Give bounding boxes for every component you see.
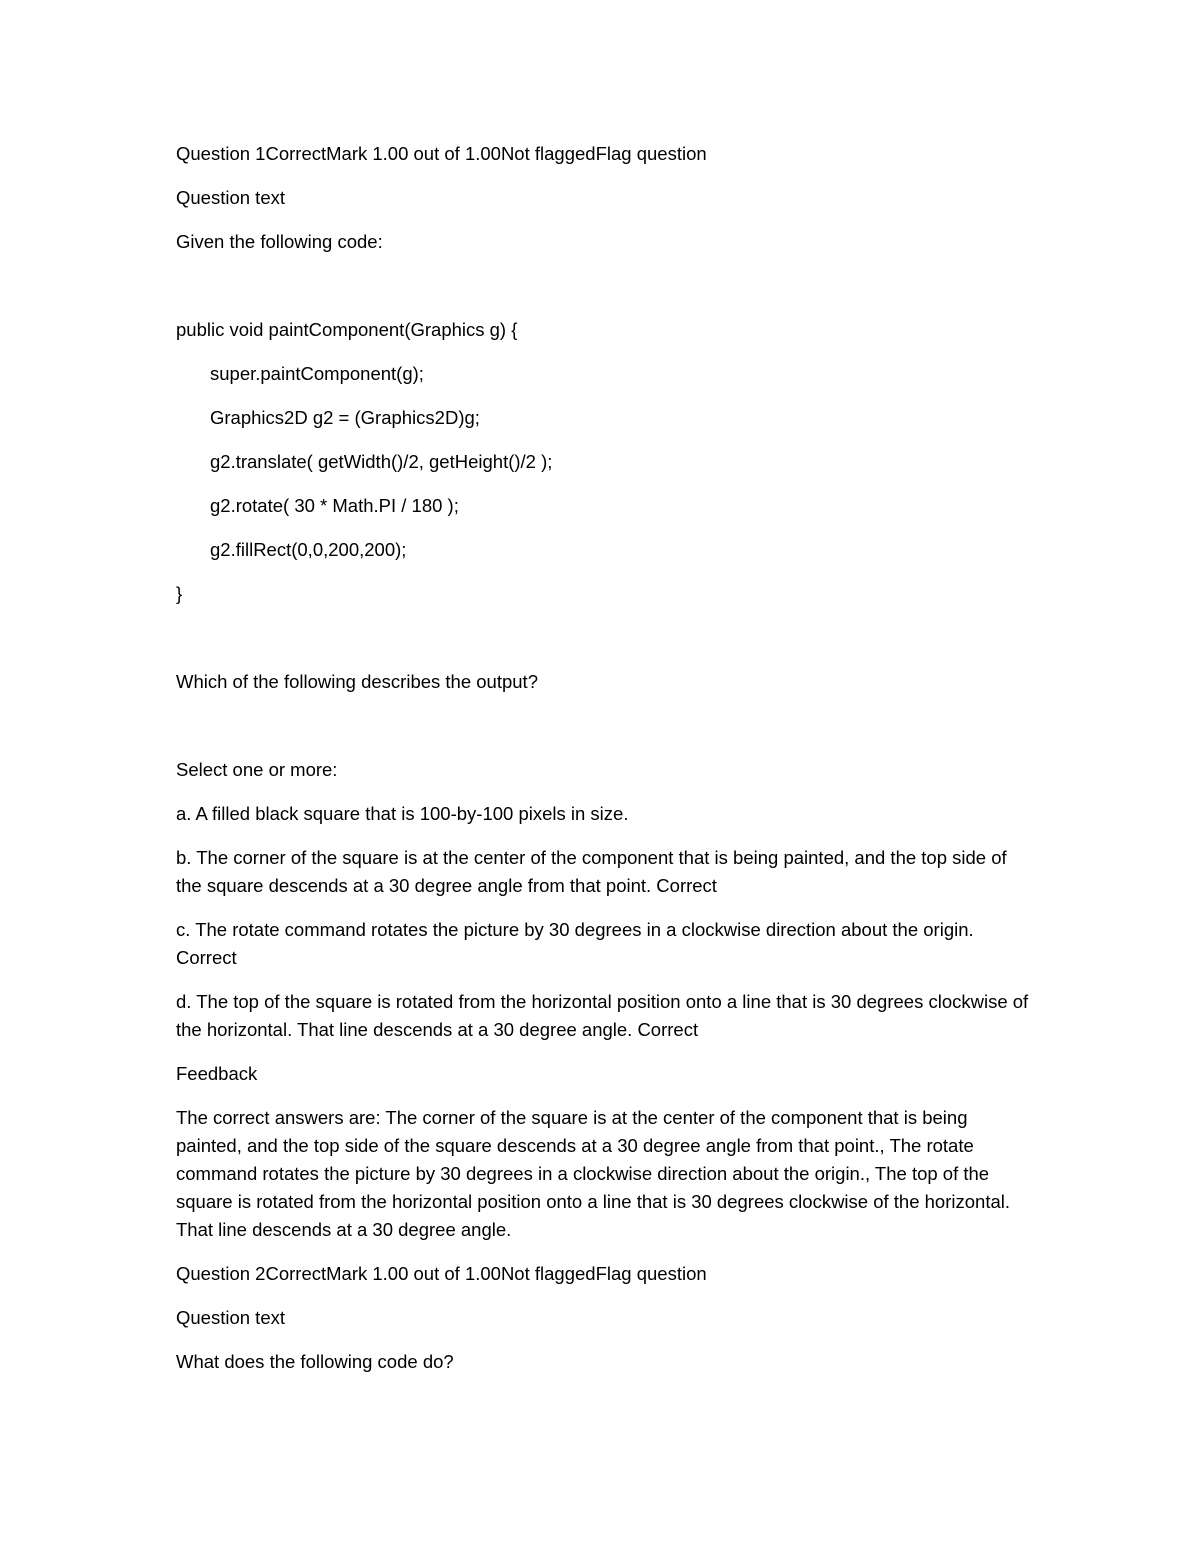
code-block <box>176 316 1036 608</box>
code-line: public void paintComponent(Graphics g) { <box>176 319 518 340</box>
code-line: } <box>176 583 183 604</box>
select-instruction: Select one or more: <box>176 759 338 780</box>
feedback-label: Feedback <box>176 1063 258 1084</box>
question-1-intro: Given the following code: <box>176 231 383 252</box>
question-1-text-label: Question text <box>176 187 286 208</box>
document-page <box>176 140 1036 1376</box>
question-1-prompt: Which of the following describes the output? <box>176 671 538 692</box>
answer-option-d: d. The top of the square is rotated from the horizontal position onto a line that is 30 degrees clockwise of the horizontal. That line descends at a 30 degree angle. Correct <box>176 991 1029 1040</box>
code-line: Graphics2D g2 = (Graphics2D)g; <box>210 407 480 428</box>
code-line: g2.rotate( 30 * Math.PI / 180 ); <box>210 495 459 516</box>
question-2-header: Question 2CorrectMark 1.00 out of 1.00Not flaggedFlag question <box>176 1263 707 1284</box>
code-line: g2.fillRect(0,0,200,200); <box>210 539 407 560</box>
question-2-prompt: What does the following code do? <box>176 1351 454 1372</box>
answer-option-c: c. The rotate command rotates the picture by 30 degrees in a clockwise direction about the origin. Correct <box>176 919 974 968</box>
answer-option-b: b. The corner of the square is at the center of the component that is being painted, and the top side of the square descends at a 30 degree angle from that point. Correct <box>176 847 1007 896</box>
code-line: g2.translate( getWidth()/2, getHeight()/2 ); <box>210 451 553 472</box>
feedback-text: The correct answers are: The corner of the square is at the center of the component that is being painted, and the top side of the square descends at a 30 degree angle from that point., The rotate command rotates the picture by 30 degrees in a clockwise direction about the origin., The top of the square is rotated from the horizontal position onto a line that is 30 degrees clockwise of the horizontal. That line descends at a 30 degree angle. <box>176 1107 1010 1240</box>
question-2-text-label: Question text <box>176 1307 286 1328</box>
code-line: super.paintComponent(g); <box>210 363 424 384</box>
answer-option-a: a. A filled black square that is 100-by-100 pixels in size. <box>176 803 629 824</box>
question-1-header: Question 1CorrectMark 1.00 out of 1.00Not flaggedFlag question <box>176 143 707 164</box>
